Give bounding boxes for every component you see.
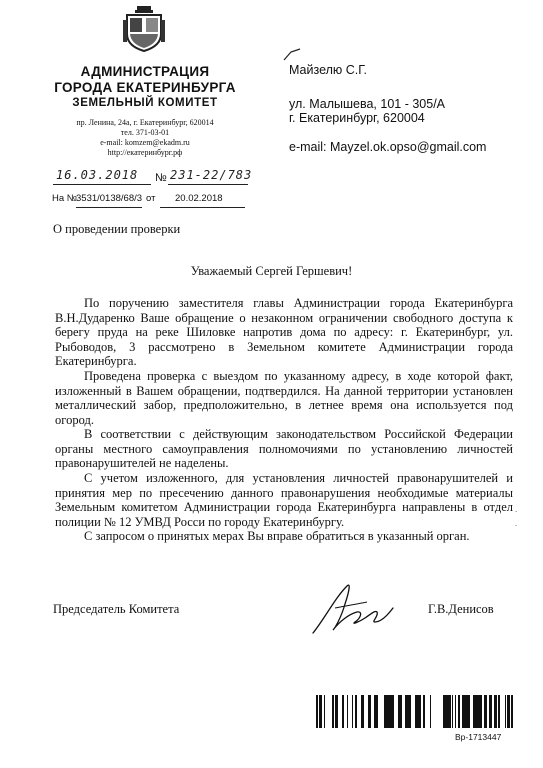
handwritten-signature	[305, 578, 400, 640]
check-mark-icon	[283, 48, 301, 64]
signer-position: Председатель Комитета	[53, 602, 180, 616]
org-phone: тел. 371-03-01	[120, 128, 170, 137]
org-title-line2: ГОРОДА ЕКАТЕРИНБУРГА	[54, 80, 236, 95]
body-paragraph: В соответствии с действующим законодательством Российской Федерации органы местного самоуправления полномочиями по установлению личностей правонарушителей не наделены.	[55, 427, 513, 471]
subject-line: О проведении проверки	[53, 222, 181, 236]
body-paragraph: Проведена проверка с выездом по указанному адресу, в ходе которой факт, изложенный в Вашем обращении, подтвердился. На данной территории установлен металлический забор, предположительно, в летнее время она используется под огород.	[55, 369, 513, 427]
org-department: ЗЕМЕЛЬНЫЙ КОМИТЕТ	[72, 97, 218, 109]
reference-number: 3531/0138/68/3	[76, 193, 143, 204]
recipient-street: ул. Малышева, 101 - 305/А	[289, 97, 446, 111]
document-number: Вр-1713447	[455, 732, 502, 742]
org-title-line1: АДМИНИСТРАЦИЯ	[80, 64, 210, 79]
body-paragraph: С запросом о принятых мерах Вы вправе обратиться в указанный орган.	[84, 529, 470, 543]
registration-date-line	[53, 183, 151, 185]
org-address: пр. Ленина, 24а, г. Екатеринбург, 620014	[76, 118, 214, 127]
body-paragraph: С учетом изложенного, для установления личностей правонарушителей и принятия мер по пресечению данного правонарушения необходимые материалы Земельным комитетом Администрации города Екатеринбурга направлены в отдел полиции № 12 УМВД Росси по городу Екатеринбургу.	[55, 471, 513, 529]
registration-number-line	[168, 183, 248, 185]
org-website: http://екатеринбург.рф	[107, 148, 183, 157]
signer-name: Г.В.Денисов	[428, 602, 494, 616]
reference-date-line	[160, 206, 245, 208]
margin-mark: .	[515, 518, 518, 528]
recipient-city: г. Екатеринбург, 620004	[289, 111, 425, 125]
recipient-email: e-mail: Mayzel.ok.opso@gmail.com	[289, 140, 487, 154]
greeting: Уважаемый Сергей Гершевич!	[190, 264, 353, 278]
margin-mark: .	[515, 504, 518, 514]
city-coat-of-arms-emblem	[123, 6, 165, 52]
recipient-name: Майзелю С.Г.	[289, 63, 367, 77]
registration-date: 16.03.2018	[56, 168, 139, 182]
reference-label: На №	[52, 193, 77, 204]
number-sign: №	[155, 172, 167, 184]
body-paragraph: По поручению заместителя главы Администрации города Екатеринбурга В.Н.Дударенко Ваше обращение о незаконном ограничении свободного доступа к берегу пруда на реке Шиловке напротив дома по адресу: г. Екатеринбург, ул. Рыбоводов, 3 рассмотрено в Земельном комитете Администрации города Екатеринбурга.	[55, 296, 513, 369]
barcode	[316, 695, 513, 728]
reference-date: 20.02.2018	[175, 193, 223, 204]
org-email: e-mail: komzem@ekadm.ru	[100, 138, 190, 147]
registration-number: 231-22/783	[170, 168, 253, 182]
reference-number-line	[76, 206, 142, 208]
reference-from-label: от	[146, 193, 156, 204]
